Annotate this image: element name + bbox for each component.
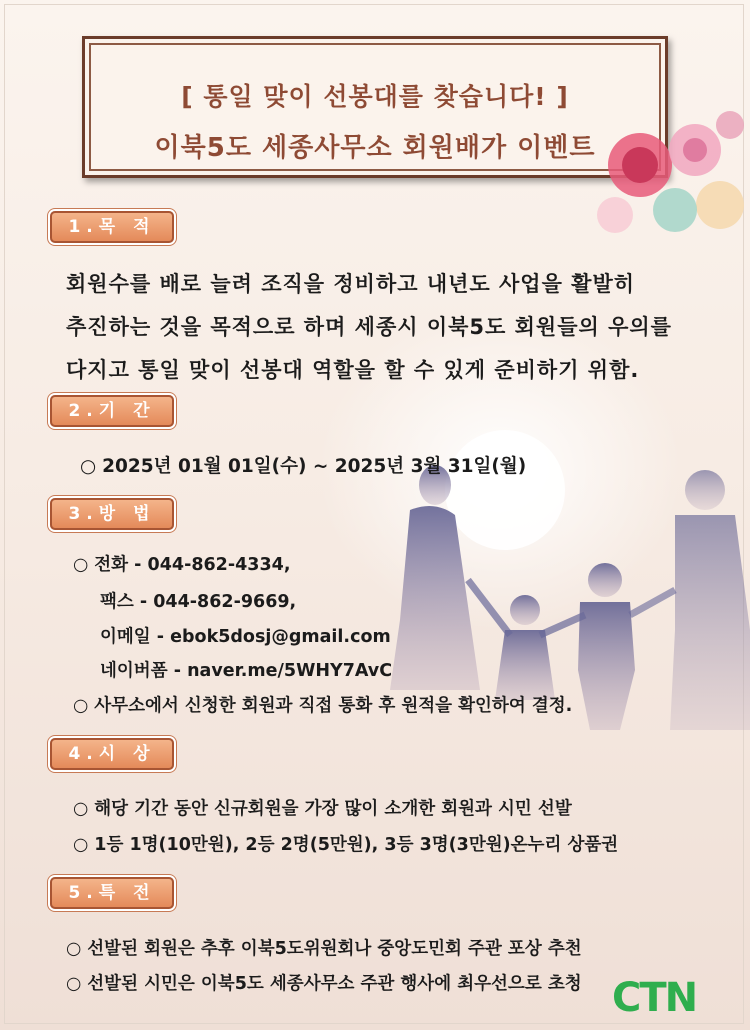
- benefit-line-1: [66, 935, 582, 960]
- method-phone-line: [73, 551, 290, 576]
- method-confirm-line: [73, 692, 572, 717]
- flower-decoration-icon: [580, 95, 750, 255]
- award-line-2: [73, 831, 618, 856]
- section-label-award: 4.시 상: [50, 738, 174, 770]
- award-selection: 해당 기간 동안 신규회원을 가장 많이 소개한 회원과 시민 선발: [94, 799, 572, 819]
- period-text: 2025년 01월 01일(수) ~ 2025년 3월 31일(월): [102, 456, 527, 477]
- method-naver-form: 네이버폼 - naver.me/5WHY7AvC: [100, 661, 393, 681]
- section-label-method: 3.방 법: [50, 498, 174, 530]
- method-fax: 팩스 - 044-862-9669,: [100, 592, 297, 612]
- title-line-1: [ 통일 맞이 선봉대를 찾습니다! ]: [181, 82, 569, 111]
- title-line-2: 이북5도 세종사무소 회원배가 이벤트: [154, 133, 596, 163]
- benefit-line-2: [66, 970, 582, 995]
- bullet-icon: ○: [66, 939, 82, 959]
- award-line-1: [73, 795, 572, 820]
- purpose-line-3: 다지고 통일 맞이 선봉대 역할을 할 수 있게 준비하기 위함.: [66, 358, 640, 382]
- bullet-icon: ○: [80, 456, 97, 477]
- bullet-icon: ○: [66, 974, 82, 994]
- method-email: 이메일 - ebok5dosj@gmail.com: [100, 627, 391, 647]
- purpose-line-2: 추진하는 것을 목적으로 하며 세종시 이북5도 회원들의 우의를: [66, 315, 672, 339]
- section-label-period: 2.기 간: [50, 395, 174, 427]
- method-phone: 전화 - 044-862-4334,: [94, 555, 291, 575]
- benefit-citizens: 선발된 시민은 이북5도 세종사무소 주관 행사에 최우선으로 초청: [87, 974, 582, 994]
- period-line: [80, 452, 526, 478]
- method-confirm: 사무소에서 신청한 회원과 직접 통화 후 원적을 확인하여 결정.: [94, 696, 573, 716]
- bullet-icon: ○: [73, 696, 89, 716]
- ctn-logo: CTN: [612, 975, 697, 1021]
- bullet-icon: ○: [73, 799, 89, 819]
- section-label-purpose: 1.목 적: [50, 211, 174, 243]
- award-prizes: 1등 1명(10만원), 2등 2명(5만원), 3등 3명(3만원)온누리 상품권: [94, 835, 619, 855]
- section-label-benefit: 5.특 전: [50, 877, 174, 909]
- purpose-line-1: 회원수를 배로 늘려 조직을 정비하고 내년도 사업을 활발히: [66, 272, 636, 296]
- benefit-members: 선발된 회원은 추후 이북5도위원회나 중앙도민회 주관 포상 추천: [87, 939, 582, 959]
- bullet-icon: ○: [73, 835, 89, 855]
- bullet-icon: ○: [73, 555, 89, 575]
